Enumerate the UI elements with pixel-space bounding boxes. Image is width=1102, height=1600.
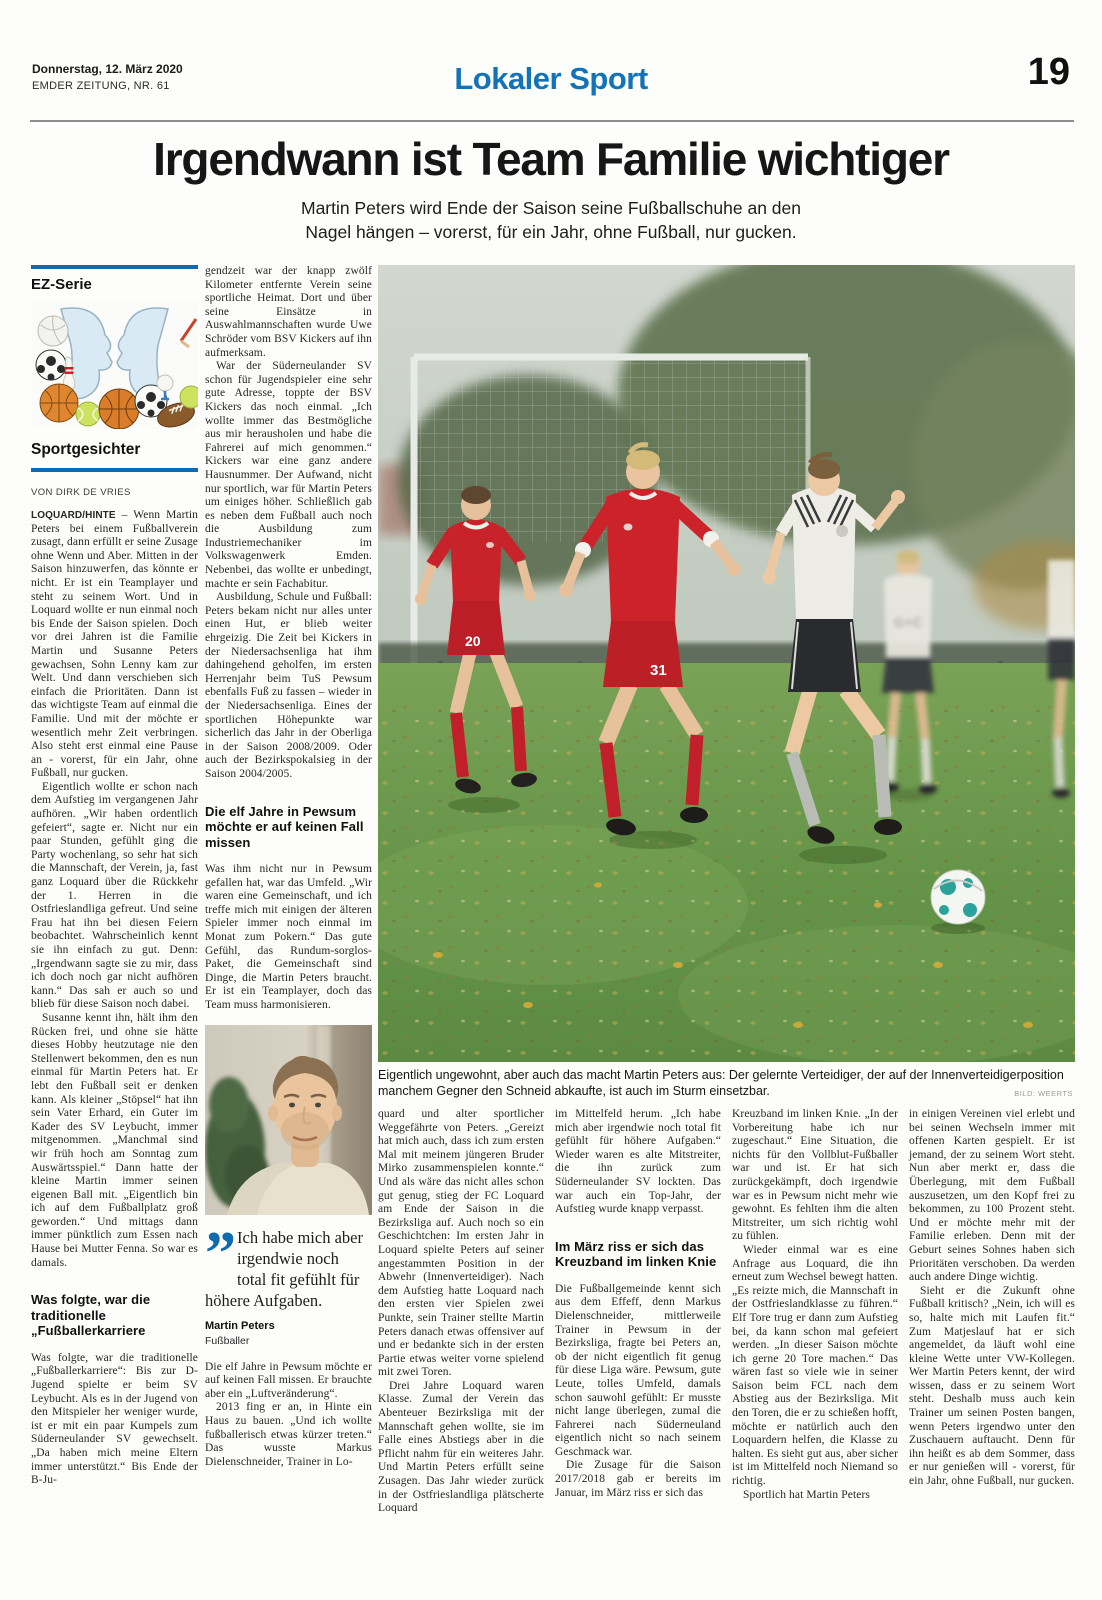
- quote-mark-icon: ”: [205, 1219, 230, 1288]
- text-column-2: [205, 265, 372, 1590]
- article-paragraph: Eigentlich wollte er schon nach dem Aufstieg im vergangenen Jahr aufhören. „Wir haben ordentlich gefeiert“, sagte er. Nicht nur ein paar Stunden, gefühlt ging die Party wochenlang, so sehr hat sich die Mannschaft, der Verein, ja, fast ganz Loquard über die Rückkehr der 1. Herren in die Ostfrieslandliga gefreut. Und seine Frau hat ihn bei diesen Feiern beobachtet. Wahrscheinlich kennt sie ihn einfach zu gut. Denn: „Irgendwann sagte sie zu mir, dass ich doch noch gar nicht aufhören kann.“ Das sah er auch so und blieb für diese Saison noch dabei.: [31, 780, 198, 1011]
- article-headline: Irgendwann ist Team Familie wichtiger: [153, 133, 949, 185]
- subheadline-line-2: Nagel hängen – vorerst, für ein Jahr, ohne Fußball, nur gucken.: [305, 222, 797, 242]
- text-column-1: [31, 265, 198, 1590]
- photo-credit: BILD: WEERTS: [1014, 1089, 1073, 1098]
- quote-attribution-name: Martin Peters: [205, 1319, 275, 1332]
- text-column-4: [555, 1108, 721, 1586]
- sportgesichter-illustration: [31, 301, 198, 429]
- article-paragraph: Ausbildung, Schule und Fußball: Peters bekam nicht nur alles unter einen Hut, er blieb weiter ehrgeizig. Die Zeit bei Kickers in der Niedersachsenliga hat ihm dahingehend geholfen, im ersten Herrenjahr beim TuS Pewsum ebenfalls Fuß zu fassen – wieder in der Niedersachsenliga. Eines der sportlichen Höhepunkte war sicherlich das Jahr in der Oberliga in der Saison 2008/2009. Oder auch der Bezirkspokalsieg in der Saison 2004/2005.: [205, 591, 372, 780]
- masthead-date: Donnerstag, 12. März 2020: [32, 62, 183, 76]
- article-paragraph: Die Fußballgemeinde kennt sich aus dem Effeff, denn Markus Dielenschneider, mittlerweile Trainer in Pewsum in der Bezirksliga, fragte bei Peters an, ob der nicht eigentlich fit genug für diese Liga wäre. Pewsum, gute Leute, tolles Umfeld, damals schon sauwohl gefühlt: Er musste nicht lange überlegen, zumal die Fahrerei nach Süderneuland eigentlich nicht so nach seinem Geschmack war.: [555, 1282, 721, 1458]
- article-paragraph: Sieht er die Zukunft ohne Fußball kritisch? „Nein, ich will es so, halte mich mit Laufen fit.“ Zum Matjeslauf hat er sich angemeldet, da läuft wohl eine kleine Wette unter VW-Kollegen. Wer Martin Peters kennt, der wird wissen, dass er zu seinem Wort steht. Deshalb muss auch kein Trainer um seinen Posten bangen, wenn Peters irgendwo unter den Zuschauern auftaucht. Denn für ihn heißt es ab dem Sommer, dass er nur genießen will - vorerst, für ein Jahr, ohne Fußball, nur gucken.: [909, 1284, 1075, 1488]
- series-label: EZ-Serie: [31, 276, 92, 293]
- main-photo-soccer-match: [378, 265, 1075, 1062]
- article-paragraph: [31, 509, 198, 781]
- subheadline-line-1: Martin Peters wird Ende der Saison seine Fußballschuhe an den: [301, 198, 801, 218]
- article-subheadline: [0, 196, 1102, 244]
- article-paragraph: Die elf Jahre in Pewsum möchte er auf keinen Fall missen. Er brauchte aber ein „Luftveränderung“.: [205, 1360, 372, 1400]
- text-column-5: [732, 1108, 898, 1586]
- soccer-ball: [931, 870, 985, 934]
- jersey-number-20: 20: [465, 633, 481, 649]
- column-subhead-kreuzband: Im März riss er sich das Kreuzband im linken Knie: [555, 1238, 717, 1270]
- article-paragraph: quard und alter sportlicher Weggefährte von Peters. „Gereizt hat mich auch, dass ich zum ersten Mal mit meinem jüngeren Bruder Mirko zusammenspielen konnte.“ Und als wäre das nicht alles schon gut genug, stieg der FC Loquard am Ende der Saison in die Bezirksliga auf. Auch noch so ein Geschichtchen: Im ersten Jahr in Loquard spielte Peters auf seiner angestammten Position in der Abwehr (Innenverteidiger). Nach dem Aufstieg hatte Loquard nach den ersten vier Spielen zwei Punkte, sein Trainer stellte Martin Peters danach etwas offensiver auf und er bedankte sich in der ersten Partie etwas weiter vorne spielend mit zwei Toren.: [378, 1108, 544, 1379]
- article-paragraph: gendzeit war der knapp zwölf Kilometer entfernte Verein seine sportliche Heimat. Dort und über seine Einsätze in Auswahlmannschaften wurde Uwe Schröder vom BSV Kickers auf ihn aufmerksam.: [205, 265, 372, 359]
- article-paragraph: Sportlich hat Martin Peters: [743, 1488, 870, 1501]
- pull-quote: [205, 1219, 372, 1348]
- masthead-issue: EMDER ZEITUNG, NR. 61: [32, 80, 170, 92]
- photo-caption: [378, 1068, 1075, 1099]
- masthead-rule: [30, 120, 1074, 122]
- page-number: 19: [1027, 51, 1070, 93]
- article-paragraph: Was folgte, war die traditionelle „Fußballerkarriere“: Bis zur D-Jugend spielte er beim SV Leybucht. Als es in der Jugend von den Mitspieler her weniger wurde, ist er mit ein paar Kumpels zum Süderneulander SV gewechselt. „Da haben mich meine Eltern immer unterstützt.“ Bis Ende der B-Ju-: [31, 1351, 198, 1487]
- jersey-number-31: 31: [650, 662, 667, 679]
- column-subhead-fussballerkarriere: Was folgte, war die traditionelle „Fußballerkarriere: [31, 1292, 151, 1339]
- photo-caption-text: Eigentlich ungewohnt, aber auch das macht Martin Peters aus: Der gelernte Verteidiger, der auf der Innenverteidigerposition manchem Gegner den Schneid abkaufte, ist auch im Sturm einsetzbar.: [378, 1068, 1064, 1098]
- column-2-text: [205, 265, 372, 1013]
- article-paragraph: Wieder einmal war es eine Anfrage aus Loquard, die ihn erneut zum Wechsel bewegt hatten. „Es reizte mich, die Mannschaft in der Ostfrieslandklasse zu führen.“ Elf Tore trug er dann zum Aufstieg bei, da kann schon mal gefeiert werden. „In dieser Saison möchte ich gerne 20 Tore machen.“ Das wären fast so viele wie in seiner Saison beim FCL nach dem Abstieg aus der Bezirksliga. Mit den Toren, die er zu schießen hofft, möchte er natürlich auch den Loquardern helfen, die Klasse zu halten. Es sieht gut aus, aber sicher ist im Mittelfeld noch Niemand so richtig.: [732, 1243, 898, 1488]
- text-column-3: [378, 1108, 544, 1586]
- article-paragraph: 2013 fing er an, in Hinte ein Haus zu bauen. „Und ich wollte fußballerisch etwas kürzer treten.“ Das wusste Markus Dielenschneider, Trainer in Lo-: [205, 1401, 372, 1468]
- quote-attribution-role: Fußballer: [205, 1334, 250, 1347]
- column-1-text: [31, 509, 198, 1488]
- article-paragraph: Kreuzband im linken Knie. „In der Vorbereitung habe ich nur zugeschaut.“ Eine Situation, die nichts für den Vollblut-Fußballer war und ist. Er hat sich zurückgekämpft, doch irgendwie war es in Pewsum nicht mehr wie gewohnt. Es fehlten ihm die alten Mitstreiter, um sich richtig wohl zu fühlen.: [732, 1108, 898, 1243]
- column-2-text-continued: [205, 1361, 372, 1470]
- article-paragraph: Was ihm nicht nur in Pewsum gefallen hat, war das Umfeld. „Wir waren eine Gemeinschaft, und ich treffe mich mit einigen der älteren Spieler immer noch einmal im Monat zum Pokern.“ Das gute Gefühl, das Rundum-sorglos-Paket, die Gemeinschaft sind Dinge, die Martin Peters braucht. Er ist ein Teamplayer, doch das Team muss harmonisieren.: [205, 863, 372, 1011]
- dateline: LOQUARD/HINTE: [31, 510, 116, 521]
- article-paragraph: War der Süderneulander SV schon für Jugendspieler eine sehr gute Adresse, toppte der BSV Kickers das noch einmal. „Ich wollte immer das Bestmögliche aus mir herausholen und habe die Fahrerei auf mich genommen.“ Kickers war eine ganz andere Hausnummer. Der Aufwand, nicht nur sportlich, war für Martin Peters um einiges höher. Schließlich gab es neben dem Fußball auch noch die Ausbildung zum Industriemechaniker im Volkswagenwerk Emden. Nebenbei, das wollte er unbedingt, machte er sein Fachabitur.: [205, 360, 372, 590]
- portrait-photo-martin-peters: [205, 1025, 372, 1215]
- article-paragraph: Die Zusage für die Saison 2017/2018 gab er bereits im Januar, im März riss er sich das: [555, 1459, 721, 1499]
- column-subhead-elf-jahre: Die elf Jahre in Pewsum möchte er auf keinen Fall missen: [205, 803, 364, 850]
- section-title: Lokaler Sport: [454, 61, 648, 96]
- article-paragraph: Drei Jahre Loquard waren Klasse. Zumal der Verein das Abenteuer Bezirksliga mit der Mannschaft gehen wollte, sie im Falle eines Abstiegs aber in die Pflicht nahm für ein weiteres Jahr. Und Martin Peters erfüllt seine Zusagen. Das Jahr wieder zurück in der Ostfrieslandliga plätscherte Loquard: [378, 1379, 544, 1515]
- byline: VON DIRK DE VRIES: [31, 487, 131, 498]
- lead-text: – Wenn Martin Peters bei einem Fußballverein zusagt, dann erfüllt er seine Zusage ohne Wenn und Aber. Mitten in der Saison hinzuwerfen, das könnte er nicht. Er ist ein Teamplayer und steht zu seinem Wort. Und in Loquard wollte er nun einmal noch bis Ende der Saison spielen. Doch vor drei Jahren ist die Familie Martin und Susanne Peters gewachsen, Sohn Lenny kam zur Welt. Und dann verschieben sich einfach die Prioritäten. Dann ist das wichtigste Team auf einmal die Familie. Und mit der möchte er wesentlich mehr Zeit verbringen. Also steht erst einmal eine Pause an - vorerst, für ein Jahr, ohne Fußball, nur gucken.: [31, 509, 198, 780]
- series-box: [31, 265, 198, 472]
- article-paragraph: im Mittelfeld herum. „Ich habe mich aber irgendwie noch total fit gefühlt für höhere Aufgaben.“ Wieder waren es alte Mitstreiter, die ihn zurück zum Süderneulander SV lockten. Das war auch ein Top-Jahr, der Aufstieg wurde knapp verpasst.: [555, 1108, 721, 1216]
- series-name: Sportgesichter: [31, 441, 141, 458]
- text-column-6: [909, 1108, 1075, 1586]
- pull-quote-text: Ich habe mich aber irgendwie noch total fit gefühlt für höhere Aufgaben.: [205, 1227, 363, 1310]
- background-shirt-text: G+C: [893, 614, 923, 630]
- bottom-columns: [378, 1108, 1075, 1586]
- article-paragraph: in einigen Vereinen viel erlebt und bei seinen Wechseln immer mit offenen Karten gespielt. Er ist jemand, der zu seinem Wort steht. Nun aber merkt er, dass die Überlegung, mit dem Fußball auszusetzen, um den Kopf frei zu bekommen, zu 100 Prozent steht. Und er möchte mehr mit der Familie erleben. Denn mit der Geburt seines Sohnes haben sich Prioritäten verschoben. Da werden auch andere Dinge wichtig.: [909, 1108, 1075, 1284]
- article-paragraph: Susanne kennt ihn, hält ihm den Rücken frei, und ohne sie hätte dieses Hobby heutzutage nie den Stellenwert bekommen, den es nun einmal für Martin Peters hat. Er lebt den Fußball seit er denken kann. Als kleiner „Stöpsel“ hat ihn sein Vater Erhard, ein Guter im Kader des SV Leybucht, immer mitgenommen. „Manchmal sind wir früh hoch am Sonntag zum Auswärtsspiel.“ Dann hatte der kleine Martin immer seinen eigenen Ball mit. „Eigentlich bin ich auf dem Fußballplatz groß geworden.“ Und mittags dann immer pünktlich zum Essen nach Hause bei Mutter Fenna. So war es damals.: [31, 1011, 198, 1269]
